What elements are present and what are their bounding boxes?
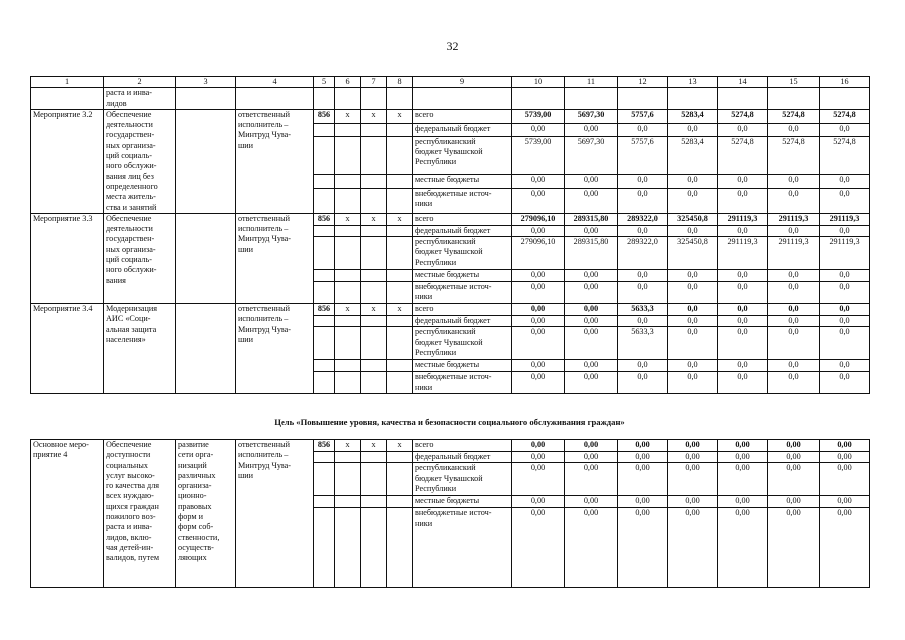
amount-cell: 0,00 (820, 496, 870, 508)
code-cell-empty (387, 225, 413, 236)
event-name: Мероприятие 3.2 (31, 109, 104, 213)
amount-cell: 0,00 (618, 508, 668, 588)
amount-cell: 0,00 (668, 463, 718, 496)
column-number: 10 (512, 77, 565, 88)
column-number: 14 (718, 77, 768, 88)
amount-cell: 0,00 (668, 508, 718, 588)
funding-source: внебюджетные источ- ники (413, 188, 512, 213)
amount-cell: 0,00 (565, 316, 618, 327)
event-description: раста и инва- лидов (104, 88, 176, 110)
amount-cell: 0,00 (668, 496, 718, 508)
funding-source: местные бюджеты (413, 270, 512, 282)
amount-cell: 0,0 (718, 372, 768, 394)
code-cell-empty (387, 316, 413, 327)
amount-cell: 0,0 (668, 123, 718, 136)
amount-cell: 5697,30 (565, 109, 618, 123)
responsible-executor: ответственный исполнитель – Минтруд Чува- шии (236, 109, 314, 213)
code-cell-empty (361, 372, 387, 394)
amount-cell: 0,0 (718, 123, 768, 136)
amount-cell: 0,00 (668, 452, 718, 463)
event-name: Основное меро- приятие 4 (31, 440, 104, 588)
amount-cell: 0,0 (668, 372, 718, 394)
amount-cell: 0,0 (820, 225, 870, 236)
empty-cell (314, 88, 335, 110)
code-cell-empty (335, 123, 361, 136)
code-cell-empty (361, 282, 387, 304)
event-task (176, 213, 236, 303)
code-cell: х (335, 109, 361, 123)
code-cell-empty (335, 372, 361, 394)
empty-cell (668, 88, 718, 110)
funding-source: всего (413, 304, 512, 316)
code-cell-empty (314, 136, 335, 174)
amount-cell: 0,00 (512, 174, 565, 188)
amount-cell: 0,00 (768, 452, 820, 463)
amount-cell: 5633,3 (618, 304, 668, 316)
code-cell-empty (314, 360, 335, 372)
amount-cell: 0,0 (668, 270, 718, 282)
responsible-executor: ответственный исполнитель – Минтруд Чува- шии (236, 440, 314, 588)
code-cell-empty (361, 327, 387, 360)
column-number: 5 (314, 77, 335, 88)
amount-cell: 0,00 (512, 270, 565, 282)
code-cell-empty (314, 316, 335, 327)
code-cell-empty (361, 496, 387, 508)
code-cell: х (335, 440, 361, 452)
amount-cell: 5283,4 (668, 109, 718, 123)
amount-cell: 0,00 (512, 188, 565, 213)
amount-cell: 0,0 (718, 316, 768, 327)
amount-cell: 0,0 (768, 282, 820, 304)
code-cell-empty (361, 225, 387, 236)
amount-cell: 291119,3 (768, 213, 820, 225)
code-cell-empty (314, 237, 335, 270)
amount-cell: 5757,6 (618, 136, 668, 174)
code-cell-empty (314, 270, 335, 282)
amount-cell: 5274,8 (820, 136, 870, 174)
amount-cell: 5274,8 (768, 109, 820, 123)
amount-cell: 0,0 (820, 372, 870, 394)
code-cell-empty (314, 123, 335, 136)
amount-cell: 0,0 (820, 327, 870, 360)
code-cell-empty (335, 452, 361, 463)
budget-table (30, 76, 870, 394)
amount-cell: 0,0 (618, 123, 668, 136)
code-cell: х (387, 304, 413, 316)
code-cell-empty (387, 327, 413, 360)
amount-cell: 0,0 (718, 188, 768, 213)
amount-cell: 0,00 (820, 508, 870, 588)
amount-cell: 289315,80 (565, 237, 618, 270)
code-cell-empty (335, 327, 361, 360)
event-name: Мероприятие 3.4 (31, 304, 104, 394)
amount-cell: 0,00 (618, 452, 668, 463)
code-cell-empty (314, 508, 335, 588)
amount-cell: 0,0 (668, 304, 718, 316)
code-cell-empty (335, 237, 361, 270)
amount-cell: 0,00 (820, 440, 870, 452)
code-cell-empty (361, 237, 387, 270)
code-cell-empty (361, 123, 387, 136)
amount-cell: 0,00 (565, 372, 618, 394)
amount-cell: 0,0 (820, 270, 870, 282)
amount-cell: 0,00 (565, 270, 618, 282)
amount-cell: 0,00 (512, 508, 565, 588)
amount-cell: 325450,8 (668, 237, 718, 270)
amount-cell: 279096,10 (512, 237, 565, 270)
column-number: 8 (387, 77, 413, 88)
amount-cell: 0,00 (768, 496, 820, 508)
code-cell-empty (314, 452, 335, 463)
amount-cell: 0,00 (512, 372, 565, 394)
amount-cell: 291119,3 (820, 237, 870, 270)
code-cell: х (361, 213, 387, 225)
amount-cell: 325450,8 (668, 213, 718, 225)
event-description: Обеспечение деятельности государствен- ных организа- ций социаль- ного обслужи- вания лиц без определенного места житель- ства и занятий (104, 109, 176, 213)
code-cell-empty (314, 188, 335, 213)
column-number: 15 (768, 77, 820, 88)
amount-cell: 0,0 (618, 372, 668, 394)
code-cell-empty (387, 270, 413, 282)
amount-cell: 0,00 (618, 463, 668, 496)
code-cell-empty (361, 188, 387, 213)
amount-cell: 0,00 (718, 440, 768, 452)
code-cell-empty (361, 452, 387, 463)
table-row (31, 88, 870, 110)
code-cell-empty (387, 174, 413, 188)
amount-cell: 5283,4 (668, 136, 718, 174)
column-number: 13 (668, 77, 718, 88)
code-cell: х (335, 304, 361, 316)
amount-cell: 0,0 (668, 225, 718, 236)
amount-cell: 0,00 (565, 452, 618, 463)
funding-source: республиканский бюджет Чувашской Республики (413, 136, 512, 174)
empty-cell (565, 88, 618, 110)
funding-source: всего (413, 440, 512, 452)
amount-cell: 0,00 (565, 188, 618, 213)
code-cell-empty (314, 463, 335, 496)
column-number: 4 (236, 77, 314, 88)
amount-cell: 0,00 (718, 463, 768, 496)
budget-table-goal (30, 439, 870, 588)
code-cell-empty (335, 174, 361, 188)
code-cell-empty (387, 188, 413, 213)
amount-cell: 0,00 (565, 304, 618, 316)
event-description: Обеспечение деятельности государствен- ных организа- ций социаль- ного обслужи- вания (104, 213, 176, 303)
amount-cell: 0,0 (768, 360, 820, 372)
amount-cell: 0,00 (718, 452, 768, 463)
funding-source: местные бюджеты (413, 174, 512, 188)
code-cell: х (361, 440, 387, 452)
code-cell: х (361, 304, 387, 316)
empty-cell (413, 88, 512, 110)
column-number: 2 (104, 77, 176, 88)
funding-source: внебюджетные источ- ники (413, 508, 512, 588)
code-cell: х (387, 213, 413, 225)
code-cell-empty (361, 316, 387, 327)
amount-cell: 0,00 (512, 225, 565, 236)
table-row (31, 213, 870, 225)
amount-cell: 0,00 (512, 304, 565, 316)
amount-cell: 0,0 (820, 316, 870, 327)
code-cell: х (387, 109, 413, 123)
amount-cell: 5739,00 (512, 109, 565, 123)
funding-source: федеральный бюджет (413, 225, 512, 236)
amount-cell: 0,00 (512, 282, 565, 304)
amount-cell: 5757,6 (618, 109, 668, 123)
code-cell-empty (361, 360, 387, 372)
amount-cell: 0,00 (512, 123, 565, 136)
code-cell-empty (387, 463, 413, 496)
amount-cell: 0,00 (768, 463, 820, 496)
amount-cell: 0,00 (565, 508, 618, 588)
funding-source: местные бюджеты (413, 360, 512, 372)
goal-heading: Цель «Повышение уровня, качества и безопасности социального обслуживания граждан» (274, 417, 625, 427)
table-row (31, 304, 870, 316)
empty-cell (387, 88, 413, 110)
amount-cell: 0,00 (565, 463, 618, 496)
funding-source: федеральный бюджет (413, 452, 512, 463)
amount-cell: 0,0 (768, 188, 820, 213)
funding-source: федеральный бюджет (413, 316, 512, 327)
amount-cell: 0,00 (618, 440, 668, 452)
empty-cell (512, 88, 565, 110)
amount-cell: 0,00 (718, 508, 768, 588)
amount-cell: 5633,3 (618, 327, 668, 360)
empty-cell (718, 88, 768, 110)
code-cell-empty (387, 123, 413, 136)
empty-cell (236, 88, 314, 110)
amount-cell: 5274,8 (820, 109, 870, 123)
amount-cell: 0,0 (820, 174, 870, 188)
event-name (31, 88, 104, 110)
code-cell-empty (387, 237, 413, 270)
funding-source: всего (413, 109, 512, 123)
amount-cell: 5739,00 (512, 136, 565, 174)
code-cell-empty (335, 360, 361, 372)
amount-cell: 0,00 (565, 123, 618, 136)
amount-cell: 0,00 (512, 327, 565, 360)
table-row (31, 109, 870, 123)
header-row (31, 77, 870, 88)
amount-cell: 0,0 (718, 304, 768, 316)
amount-cell: 0,00 (618, 496, 668, 508)
code-cell: х (387, 440, 413, 452)
amount-cell: 0,00 (565, 282, 618, 304)
column-number: 1 (31, 77, 104, 88)
amount-cell: 0,0 (618, 282, 668, 304)
page-number: 32 (446, 39, 459, 53)
amount-cell: 0,0 (618, 270, 668, 282)
code-cell-empty (361, 463, 387, 496)
amount-cell: 0,00 (768, 508, 820, 588)
code-cell-empty (387, 496, 413, 508)
table-row (31, 440, 870, 452)
amount-cell: 0,0 (718, 327, 768, 360)
amount-cell: 0,0 (718, 270, 768, 282)
funding-source: республиканский бюджет Чувашской Республики (413, 327, 512, 360)
amount-cell: 0,00 (565, 496, 618, 508)
code-cell-empty (361, 508, 387, 588)
code-cell-empty (314, 282, 335, 304)
funding-source: федеральный бюджет (413, 123, 512, 136)
code-cell: х (335, 213, 361, 225)
code-cell-empty (314, 372, 335, 394)
funding-source: внебюджетные источ- ники (413, 282, 512, 304)
code-cell-empty (387, 360, 413, 372)
grbs-code: 856 (314, 440, 335, 452)
code-cell-empty (361, 174, 387, 188)
event-name: Мероприятие 3.3 (31, 213, 104, 303)
code-cell-empty (361, 270, 387, 282)
empty-cell (768, 88, 820, 110)
amount-cell: 0,00 (768, 440, 820, 452)
event-description: Обеспечение доступности социальных услуг высоко- го качества для всех нуждаю- щихся граждан пожилого воз- раста и инва- лидов, вклю- чая детей-ин- валидов, путем (104, 440, 176, 588)
amount-cell: 5274,8 (718, 109, 768, 123)
column-number: 12 (618, 77, 668, 88)
amount-cell: 291119,3 (768, 237, 820, 270)
amount-cell: 0,0 (668, 327, 718, 360)
amount-cell: 0,0 (618, 360, 668, 372)
event-task (176, 109, 236, 213)
grbs-code: 856 (314, 109, 335, 123)
amount-cell: 0,0 (820, 123, 870, 136)
amount-cell: 0,0 (668, 360, 718, 372)
amount-cell: 0,0 (768, 316, 820, 327)
amount-cell: 0,00 (512, 496, 565, 508)
code-cell-empty (335, 188, 361, 213)
code-cell-empty (361, 136, 387, 174)
amount-cell: 0,0 (820, 304, 870, 316)
amount-cell: 0,0 (768, 270, 820, 282)
empty-cell (361, 88, 387, 110)
event-description: Модернизация АИС «Соци- альная защита населения» (104, 304, 176, 394)
amount-cell: 289322,0 (618, 213, 668, 225)
amount-cell: 0,00 (565, 225, 618, 236)
event-task: развитие сети орга- низаций различных организа- ционно- правовых форм и форм соб- ственности, осуществ- ляющих (176, 440, 236, 588)
code-cell: х (361, 109, 387, 123)
empty-cell (618, 88, 668, 110)
amount-cell: 0,00 (718, 496, 768, 508)
funding-source: республиканский бюджет Чувашской Республики (413, 463, 512, 496)
code-cell-empty (335, 225, 361, 236)
column-number: 6 (335, 77, 361, 88)
funding-source: всего (413, 213, 512, 225)
amount-cell: 0,0 (768, 304, 820, 316)
amount-cell: 0,0 (718, 360, 768, 372)
amount-cell: 0,00 (512, 463, 565, 496)
funding-source: местные бюджеты (413, 496, 512, 508)
amount-cell: 0,0 (668, 282, 718, 304)
amount-cell: 289315,80 (565, 213, 618, 225)
code-cell-empty (314, 327, 335, 360)
code-cell-empty (387, 372, 413, 394)
amount-cell: 0,0 (618, 316, 668, 327)
amount-cell: 0,0 (668, 174, 718, 188)
amount-cell: 0,0 (618, 225, 668, 236)
empty-cell (176, 88, 236, 110)
funding-source: внебюджетные источ- ники (413, 372, 512, 394)
amount-cell: 289322,0 (618, 237, 668, 270)
amount-cell: 291119,3 (718, 213, 768, 225)
amount-cell: 0,00 (565, 440, 618, 452)
amount-cell: 0,00 (565, 174, 618, 188)
column-number: 16 (820, 77, 870, 88)
code-cell-empty (387, 452, 413, 463)
amount-cell: 0,00 (668, 440, 718, 452)
code-cell-empty (335, 496, 361, 508)
amount-cell: 0,0 (668, 188, 718, 213)
empty-cell (820, 88, 870, 110)
amount-cell: 0,00 (512, 360, 565, 372)
empty-cell (335, 88, 361, 110)
grbs-code: 856 (314, 213, 335, 225)
column-number: 9 (413, 77, 512, 88)
code-cell-empty (314, 174, 335, 188)
amount-cell: 5274,8 (768, 136, 820, 174)
responsible-executor: ответственный исполнитель – Минтруд Чува- шии (236, 304, 314, 394)
code-cell-empty (335, 136, 361, 174)
amount-cell: 279096,10 (512, 213, 565, 225)
amount-cell: 0,0 (768, 123, 820, 136)
code-cell-empty (314, 496, 335, 508)
amount-cell: 0,0 (718, 282, 768, 304)
amount-cell: 0,00 (565, 360, 618, 372)
code-cell-empty (387, 282, 413, 304)
amount-cell: 0,0 (718, 174, 768, 188)
grbs-code: 856 (314, 304, 335, 316)
amount-cell: 0,00 (565, 327, 618, 360)
amount-cell: 0,0 (718, 225, 768, 236)
event-task (176, 304, 236, 394)
funding-source: республиканский бюджет Чувашской Республики (413, 237, 512, 270)
amount-cell: 0,00 (512, 452, 565, 463)
code-cell-empty (314, 225, 335, 236)
amount-cell: 0,0 (618, 188, 668, 213)
amount-cell: 291119,3 (718, 237, 768, 270)
column-number: 7 (361, 77, 387, 88)
amount-cell: 0,0 (820, 360, 870, 372)
amount-cell: 0,00 (512, 316, 565, 327)
code-cell-empty (335, 463, 361, 496)
amount-cell: 0,0 (668, 316, 718, 327)
code-cell-empty (335, 508, 361, 588)
amount-cell: 0,0 (820, 282, 870, 304)
code-cell-empty (335, 282, 361, 304)
column-number: 11 (565, 77, 618, 88)
amount-cell: 0,00 (512, 440, 565, 452)
code-cell-empty (387, 136, 413, 174)
amount-cell: 5274,8 (718, 136, 768, 174)
code-cell-empty (387, 508, 413, 588)
amount-cell: 0,0 (820, 188, 870, 213)
amount-cell: 0,0 (768, 372, 820, 394)
responsible-executor: ответственный исполнитель – Минтруд Чува- шии (236, 213, 314, 303)
amount-cell: 0,0 (618, 174, 668, 188)
code-cell-empty (335, 270, 361, 282)
code-cell-empty (335, 316, 361, 327)
amount-cell: 5697,30 (565, 136, 618, 174)
amount-cell: 0,0 (768, 327, 820, 360)
column-number: 3 (176, 77, 236, 88)
amount-cell: 0,0 (768, 174, 820, 188)
amount-cell: 0,00 (820, 452, 870, 463)
amount-cell: 0,0 (768, 225, 820, 236)
amount-cell: 291119,3 (820, 213, 870, 225)
amount-cell: 0,00 (820, 463, 870, 496)
